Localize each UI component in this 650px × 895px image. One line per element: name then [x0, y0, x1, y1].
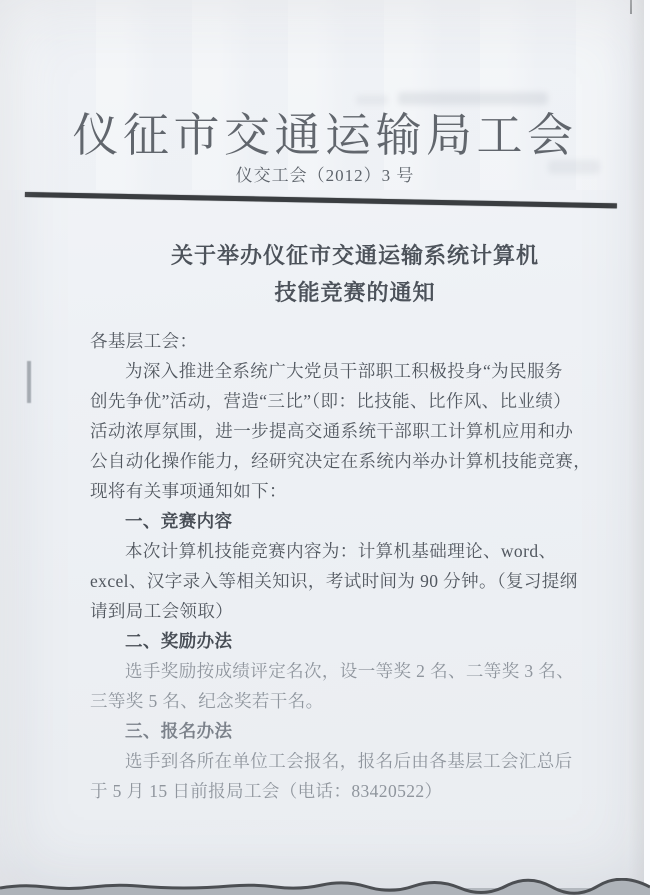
body-line-salutation: 各基层工会： [90, 331, 198, 351]
doc-number: 仪交工会（2012）3 号 [235, 166, 415, 185]
body-line: excel、汉字录入等相关知识，考试时间为 90 分钟。（复习提纲 [90, 571, 578, 591]
scan-mark-left [27, 361, 31, 403]
body-line: 本次计算机技能竞赛内容为：计算机基础理论、word、 [125, 541, 557, 561]
header-divider-rule [25, 192, 617, 208]
body-line: 创先争优”活动，营造“三比”（即：比技能、比作风、比业绩） [90, 391, 572, 411]
section-heading-3: 三、报名办法 [125, 721, 233, 741]
doc-title-line1: 关于举办仪征市交通运输系统计算机 [170, 243, 539, 268]
body-line: 现将有关事项通知如下： [90, 481, 287, 501]
document-body [90, 326, 592, 806]
body-line: 活动浓厚氛围，进一步提高交通系统干部职工计算机应用和办 [90, 421, 574, 441]
body-line: 请到局工会领取） [90, 601, 234, 621]
body-line: 选手奖励按成绩评定名次，设一等奖 2 名、二等奖 3 名、 [125, 661, 575, 681]
org-title: 仪征市交通运输局工会 [72, 110, 578, 161]
body-line: 选手到各所在单位工会报名，报名后由各基层工会汇总后 [125, 751, 573, 771]
doc-title-line2: 技能竞赛的通知 [274, 280, 436, 305]
body-line: 三等奖 5 名、纪念奖若干名。 [90, 691, 324, 711]
section-heading-1: 一、竞赛内容 [125, 511, 233, 531]
section-heading-2: 二、奖励办法 [125, 631, 233, 651]
body-line: 为深入推进全系统广大党员干部职工积极投身“为民服务 [125, 361, 563, 381]
body-line: 于 5 月 15 日前报局工会（电话：83420522） [90, 781, 443, 801]
body-line: 公自动化操作能力，经研究决定在系统内举办计算机技能竞赛， [90, 451, 592, 471]
scan-mark-top-right [630, 0, 632, 14]
right-edge-strip [644, 0, 650, 895]
paper-bottom-edge [0, 878, 650, 895]
